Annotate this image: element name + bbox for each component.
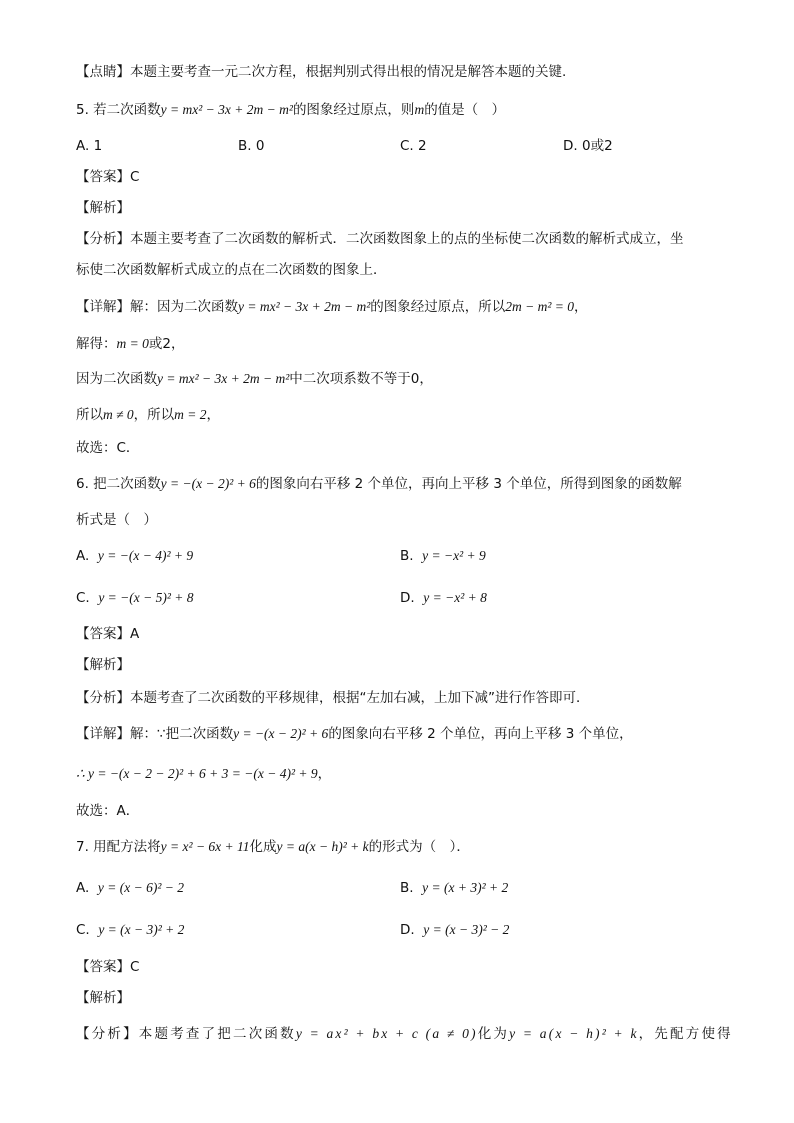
q7-option-b-label: B.: [400, 880, 414, 896]
q5-variable: m: [414, 102, 425, 117]
q6-option-a-label: A.: [76, 548, 90, 564]
s5a-pre: 解得：: [76, 336, 117, 352]
q7-pre: 7. 用配方法将: [76, 839, 161, 855]
d5-post: ，: [574, 299, 588, 315]
q6-option-d-expr: y = −x² + 8: [423, 590, 487, 605]
q6-option-a: [76, 546, 193, 566]
s5b-post: 中二次项系数不等于0，: [289, 371, 433, 387]
step-5b: [76, 369, 433, 389]
step-5c: [76, 405, 220, 425]
answer-7: 【答案】C: [76, 959, 140, 975]
q5-option-b: B. 0: [238, 138, 265, 154]
f7-post: ，先配方使得: [638, 1026, 733, 1042]
q7-expression-2: y = a(x − h)² + k: [276, 839, 369, 854]
q7-mid: 化成: [249, 839, 277, 855]
q6-pre: 6. 把二次函数: [76, 476, 161, 492]
detail-5: [76, 297, 588, 317]
q6-option-a-expr: y = −(x − 4)² + 9: [97, 548, 194, 563]
d5-equation: 2m − m² = 0: [505, 299, 575, 314]
q6-expression: y = −(x − 2)² + 6: [160, 476, 256, 491]
q7-option-d-label: D.: [400, 922, 415, 938]
step-6a: [76, 764, 331, 784]
s5b-pre: 因为二次函数: [76, 371, 157, 387]
question-5: [76, 100, 505, 120]
question-7: [76, 837, 470, 857]
s5a-expression: m = 0: [116, 336, 149, 351]
q5-pre: 5. 若二次函数: [76, 102, 161, 118]
q7-option-c-label: C.: [76, 922, 90, 938]
analysis-7: [76, 1024, 733, 1044]
f7-expression-2: y = a(x − h)² + k: [509, 1026, 639, 1041]
step-6b: 故选：A．: [76, 803, 140, 819]
s5b-expression: y = mx² − 3x + 2m − m²: [157, 371, 290, 386]
step-5d: 故选：C．: [76, 440, 140, 456]
analysis-header-7: 【解析】: [76, 990, 130, 1006]
analysis-header-6: 【解析】: [76, 657, 130, 673]
q7-option-b-expr: y = (x + 3)² + 2: [422, 880, 509, 895]
analysis-5-line1: 【分析】本题主要考查了二次函数的解析式．二次函数图象上的点的坐标使二次函数的解析式成立，坐: [76, 231, 684, 247]
s5a-post: 或2，: [148, 336, 185, 352]
q6-option-d: [400, 588, 487, 608]
s5c-pre: 所以: [76, 407, 103, 423]
question-6: [76, 474, 682, 494]
s6a-expression: ∴ y = −(x − 2 − 2)² + 6 + 3 = −(x − 4)² + 9: [76, 766, 318, 781]
s5c-post: ，: [206, 407, 221, 423]
d5-expression: y = mx² − 3x + 2m − m²: [238, 299, 371, 314]
analysis-header-5: 【解析】: [76, 200, 130, 216]
f7-expression-1: y = ax² + bx + c (a ≠ 0): [295, 1026, 478, 1041]
q6-option-b-label: B.: [400, 548, 414, 564]
q7-option-c-expr: y = (x − 3)² + 2: [98, 922, 185, 937]
q7-expression-1: y = x² − 6x + 11: [160, 839, 250, 854]
q7-option-d: [400, 920, 509, 940]
f7-pre: 【分析】本题考查了把二次函数: [76, 1026, 296, 1042]
s5c-mid: ，所以: [133, 407, 175, 423]
dianjing-line: 【点睛】本题主要考查一元二次方程，根据判别式得出根的情况是解答本题的关键.: [76, 64, 567, 80]
d6-post: 的图象向右平移 2 个单位，再向上平移 3 个单位，: [328, 726, 633, 742]
f7-mid: 化为: [477, 1026, 510, 1042]
analysis-5-line2: 标使二次函数解析式成立的点在二次函数的图象上．: [76, 262, 387, 278]
d5-pre: 【详解】解：因为二次函数: [76, 299, 238, 315]
answer-5: 【答案】C: [76, 169, 140, 185]
q6-option-c-label: C.: [76, 590, 90, 606]
question-6-line2: 析式是（ ）: [76, 512, 157, 528]
q6-option-d-label: D.: [400, 590, 415, 606]
d6-pre: 【详解】解：∵把二次函数: [76, 726, 234, 742]
q5-expression: y = mx² − 3x + 2m − m²: [160, 102, 293, 117]
q5-post: 的值是（ ）: [424, 102, 506, 118]
q7-option-a-label: A.: [76, 880, 90, 896]
s6a-post: ，: [317, 766, 332, 782]
q6-option-c: [76, 588, 194, 608]
detail-6: [76, 724, 633, 744]
q5-option-c: C. 2: [400, 138, 427, 154]
q7-option-a-expr: y = (x − 6)² − 2: [97, 880, 184, 895]
q5-option-a: A. 1: [76, 138, 103, 154]
d5-mid: 的图象经过原点，所以: [370, 299, 506, 315]
step-5a: [76, 334, 184, 354]
q7-option-a: [76, 878, 184, 898]
q5-option-d: D. 0或2: [563, 138, 613, 154]
q6-post: 的图象向右平移 2 个单位，再向上平移 3 个单位，所得到图象的函数解: [255, 476, 682, 492]
q7-option-c: [76, 920, 184, 940]
answer-6: 【答案】A: [76, 626, 140, 642]
q6-option-b-expr: y = −x² + 9: [422, 548, 486, 563]
s5c-expression-1: m ≠ 0: [103, 407, 134, 422]
q6-option-c-expr: y = −(x − 5)² + 8: [98, 590, 194, 605]
q6-option-b: [400, 546, 486, 566]
q7-option-d-expr: y = (x − 3)² − 2: [423, 922, 510, 937]
q7-option-b: [400, 878, 508, 898]
q7-post: 的形式为（ ）．: [368, 839, 470, 855]
q5-mid: 的图象经过原点，则: [292, 102, 415, 118]
s5c-expression-2: m = 2: [174, 407, 207, 422]
d6-expression: y = −(x − 2)² + 6: [233, 726, 329, 741]
analysis-6: 【分析】本题考查了二次函数的平移规律，根据“左加右减，上加下减”进行作答即可．: [76, 690, 590, 706]
